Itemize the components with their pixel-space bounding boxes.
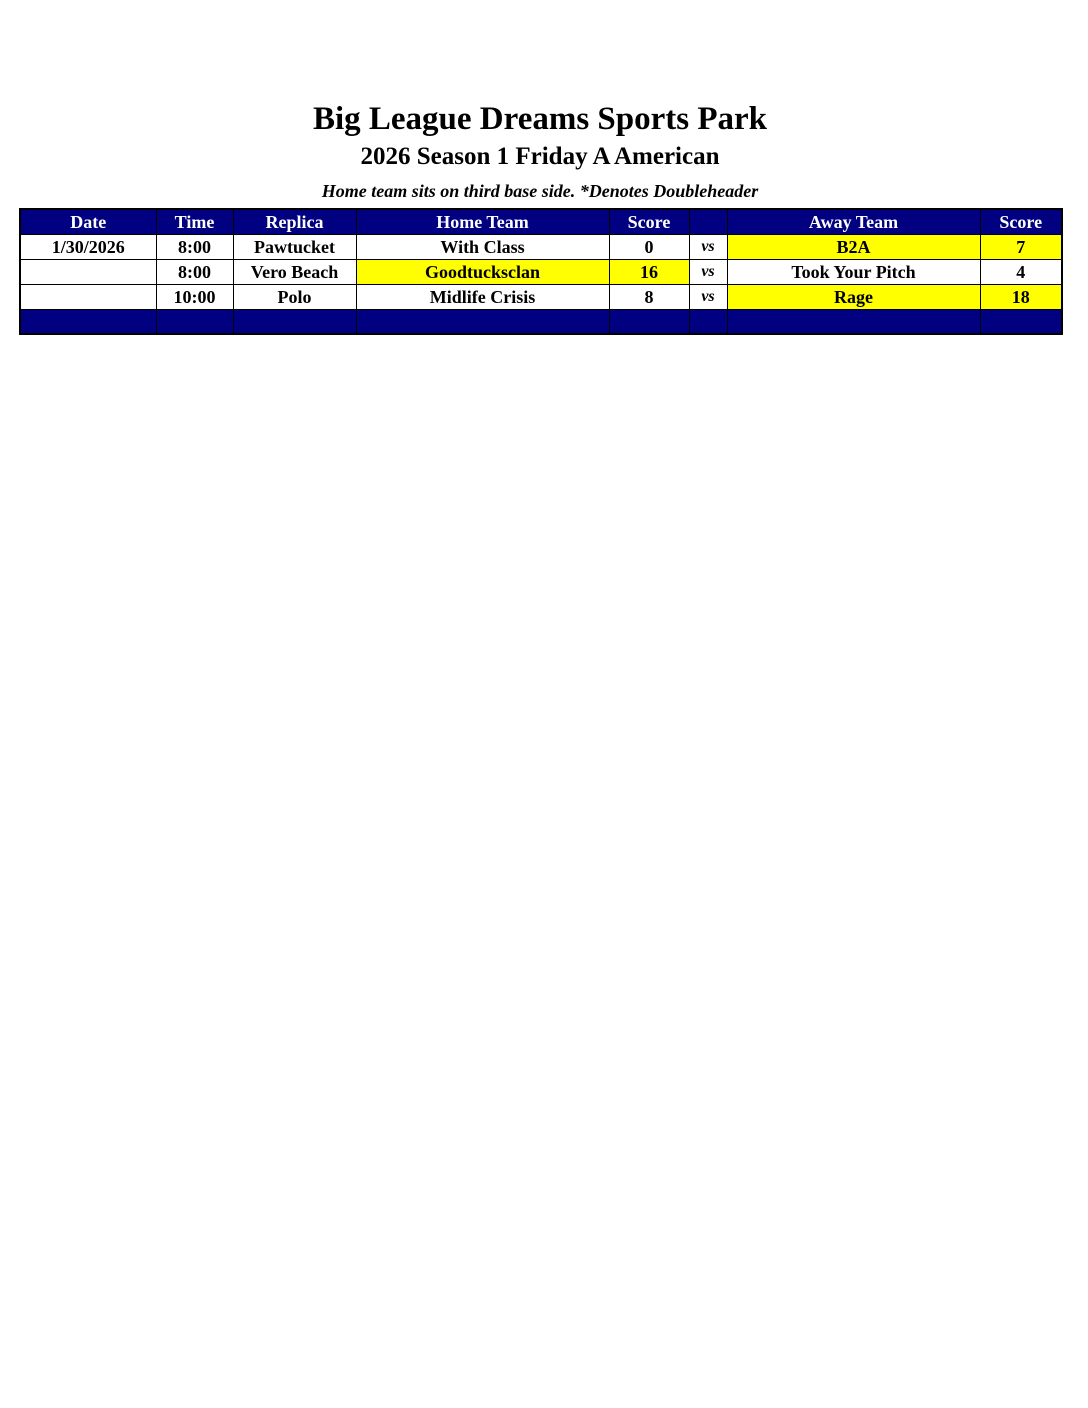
table-footer-row <box>20 310 1062 335</box>
column-header-replica: Replica <box>233 209 356 235</box>
date-cell <box>20 260 156 285</box>
away-score-cell: 7 <box>980 235 1062 260</box>
footer-cell <box>727 310 980 335</box>
column-header-date: Date <box>20 209 156 235</box>
footer-cell <box>689 310 727 335</box>
away-team-cell: Took Your Pitch <box>727 260 980 285</box>
vs-cell: vs <box>689 285 727 310</box>
home-team-cell: Midlife Crisis <box>356 285 609 310</box>
vs-cell: vs <box>689 235 727 260</box>
footer-cell <box>356 310 609 335</box>
home-score-cell: 16 <box>609 260 689 285</box>
home-score-cell: 8 <box>609 285 689 310</box>
footer-cell <box>20 310 156 335</box>
home-team-cell: Goodtucksclan <box>356 260 609 285</box>
footer-cell <box>156 310 233 335</box>
replica-cell: Pawtucket <box>233 235 356 260</box>
date-cell: 1/30/2026 <box>20 235 156 260</box>
away-score-cell: 18 <box>980 285 1062 310</box>
column-header-away-score: Score <box>980 209 1062 235</box>
home-score-cell: 0 <box>609 235 689 260</box>
footer-cell <box>233 310 356 335</box>
footer-cell <box>609 310 689 335</box>
table-row <box>20 260 1062 285</box>
away-score-cell: 4 <box>980 260 1062 285</box>
home-team-cell: With Class <box>356 235 609 260</box>
schedule-table <box>19 208 1063 335</box>
time-cell: 8:00 <box>156 260 233 285</box>
time-cell: 8:00 <box>156 235 233 260</box>
column-header-vs <box>689 209 727 235</box>
replica-cell: Vero Beach <box>233 260 356 285</box>
table-row <box>20 285 1062 310</box>
away-team-cell: B2A <box>727 235 980 260</box>
date-cell <box>20 285 156 310</box>
page-title: Big League Dreams Sports Park <box>312 101 768 137</box>
replica-cell: Polo <box>233 285 356 310</box>
column-header-home-team: Home Team <box>356 209 609 235</box>
table-header-row <box>20 209 1062 235</box>
away-team-cell: Rage <box>727 285 980 310</box>
column-header-away-team: Away Team <box>727 209 980 235</box>
footer-cell <box>980 310 1062 335</box>
column-header-home-score: Score <box>609 209 689 235</box>
table-row <box>20 235 1062 260</box>
schedule-note: Home team sits on third base side. *Denotes Doubleheader <box>321 181 759 201</box>
page-subtitle: 2026 Season 1 Friday A American <box>360 143 720 170</box>
time-cell: 10:00 <box>156 285 233 310</box>
vs-cell: vs <box>689 260 727 285</box>
column-header-time: Time <box>156 209 233 235</box>
